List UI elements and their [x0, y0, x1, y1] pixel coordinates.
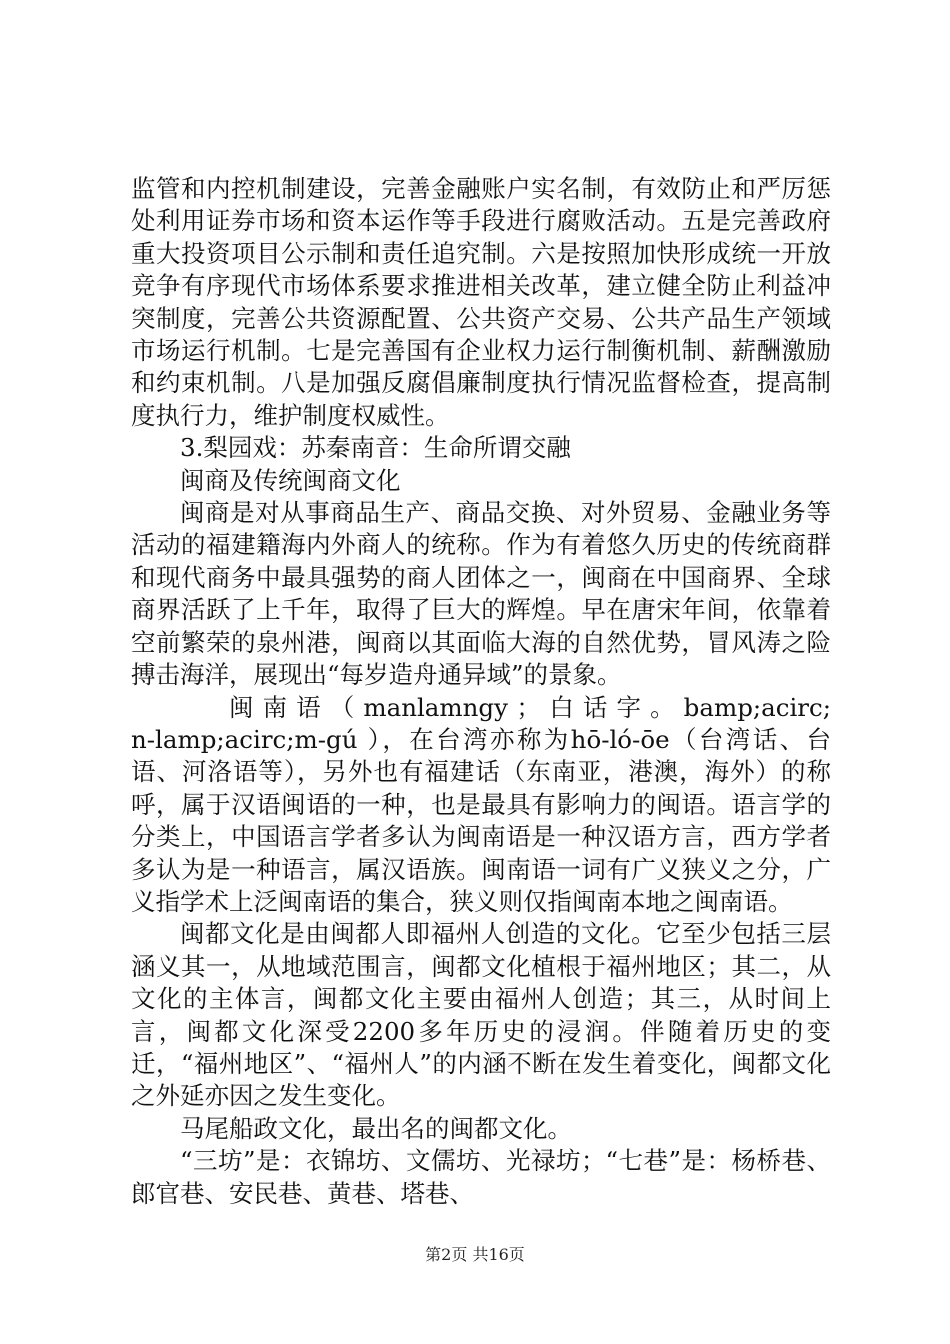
page-footer: 第2页 共16页	[425, 1245, 525, 1264]
paragraph-three-lanes-seven-alleys: “三坊”是：衣锦坊、文儒坊、光禄坊；“七巷”是：杨桥巷、郎官巷、安民巷、黄巷、塔巷、	[131, 1146, 831, 1208]
paragraph-minnan-language: 闽 南 语 （ manlamngy ； 白 话 字 。 bamp;acirc;n-lamp;acirc;m-gú ），在台湾亦称为hō-ló-ōe（台湾话、台语、河洛语等），另外也有福建话（东南亚，港澳，海外）的称呼，属于汉语闽语的一种，也是最具有影响力的闽语。语言学的分类上，中国语言学者多认为闽南语是一种汉语方言，西方学者多认为是一种语言，属汉语族。闽南语一词有广义狭义之分，广义指学术上泛闽南语的集合，狭义则仅指闽南本地之闽南语。	[131, 692, 831, 916]
paragraph-mindu-culture: 闽都文化是由闽都人即福州人创造的文化。它至少包括三层涵义其一，从地域范围言，闽都文化植根于福州地区；其二，从文化的主体言，闽都文化主要由福州人创造；其三，从时间上言，闽都文化深受2200多年历史的浸润。伴随着历史的变迁，“福州地区”、“福州人”的内涵不断在发生着变化，闽都文化之外延亦因之发生变化。	[131, 919, 831, 1111]
paragraph-liyuan-opera-heading: 3.梨园戏：苏秦南音：生命所谓交融	[180, 433, 571, 463]
paragraph-minshang-description: 闽商是对从事商品生产、商品交换、对外贸易、金融业务等活动的福建籍海内外商人的统称。作为有着悠久历史的传统商群和现代商务中最具强势的商人团体之一，闽商在中国商界、全球商界活跃了上千年，取得了巨大的辉煌。早在唐宋年间，依靠着空前繁荣的泉州港，闽商以其面临大海的自然优势，冒风涛之险搏击海洋，展现出“每岁造舟通异域”的景象。	[131, 498, 831, 690]
paragraph-anti-corruption-measures: 监管和内控机制建设，完善金融账户实名制，有效防止和严厉惩处利用证券市场和资本运作等手段进行腐败活动。五是完善政府重大投资项目公示制和责任追究制。六是按照加快形成统一开放竞争有序现代市场体系要求推进相关改革，建立健全防止利益冲突制度，完善公共资源配置、公共资产交易、公共产品生产领域市场运行机制。七是完善国有企业权力运行制衡机制、薪酬激励和约束机制。八是加强反腐倡廉制度执行情况监督检查，提高制度执行力，维护制度权威性。	[131, 174, 831, 430]
paragraph-mawei-shipbuilding: 马尾船政文化，最出名的闽都文化。	[180, 1113, 572, 1143]
document-body	[131, 173, 831, 1210]
paragraph-minshang-heading: 闽商及传统闽商文化	[180, 465, 401, 495]
